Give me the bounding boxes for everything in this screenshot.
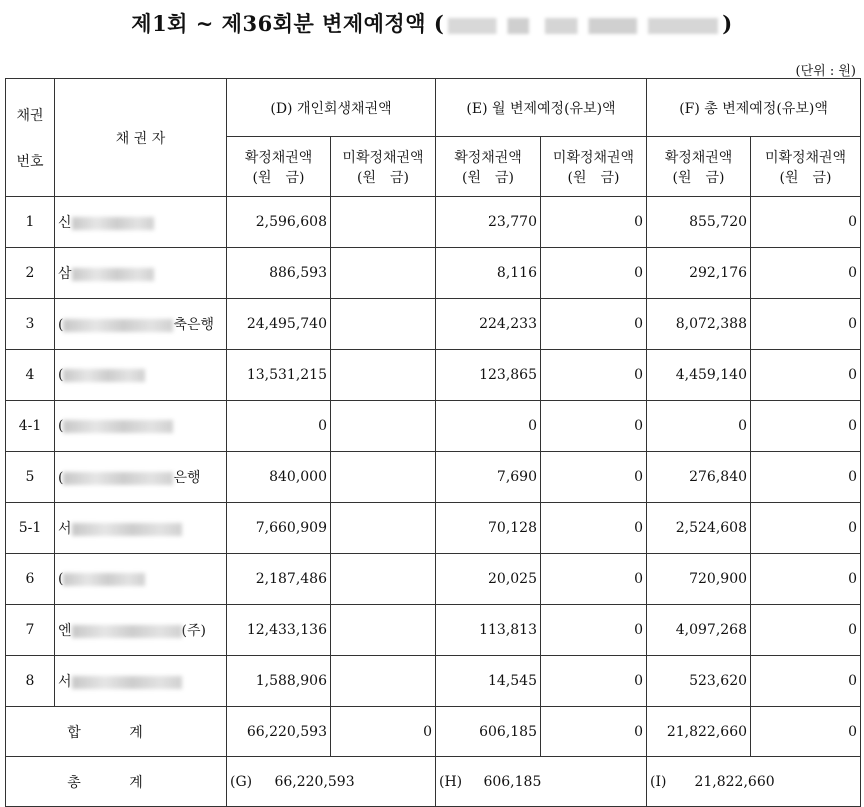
d-confirmed: 2,596,608 bbox=[227, 197, 331, 248]
d-unconfirmed bbox=[331, 197, 436, 248]
creditor-no: 5-1 bbox=[6, 503, 55, 554]
unit-note: (단위 : 원) bbox=[795, 64, 856, 79]
document-title bbox=[0, 8, 864, 38]
header-d: (D) 개인회생채권액 bbox=[227, 79, 436, 137]
total-i-tag: (I) bbox=[650, 773, 667, 790]
creditor-no: 3 bbox=[6, 299, 55, 350]
e-unconfirmed: 0 bbox=[541, 656, 647, 707]
redacted-name bbox=[72, 217, 154, 230]
e-unconfirmed: 0 bbox=[541, 350, 647, 401]
d-confirmed: 13,531,215 bbox=[227, 350, 331, 401]
e-unconfirmed: 0 bbox=[541, 248, 647, 299]
f-unconfirmed: 0 bbox=[751, 197, 861, 248]
f-unconfirmed: 0 bbox=[751, 656, 861, 707]
f-confirmed: 4,097,268 bbox=[647, 605, 751, 656]
e-unconfirmed: 0 bbox=[541, 503, 647, 554]
d-confirmed: 840,000 bbox=[227, 452, 331, 503]
d-confirmed: 1,588,906 bbox=[227, 656, 331, 707]
table-row bbox=[6, 299, 861, 350]
table-row bbox=[6, 401, 861, 452]
table-row bbox=[6, 197, 861, 248]
creditor-name bbox=[55, 452, 227, 503]
table-row bbox=[6, 248, 861, 299]
e-confirmed: 70,128 bbox=[436, 503, 541, 554]
creditor-name-visible: ( bbox=[58, 317, 64, 333]
d-confirmed: 24,495,740 bbox=[227, 299, 331, 350]
d-unconfirmed bbox=[331, 554, 436, 605]
header-e-unconfirmed: 미확정채권액 (원 금) bbox=[541, 137, 647, 197]
redacted-name bbox=[63, 420, 173, 433]
total-i bbox=[647, 757, 861, 807]
header-e-confirmed: 확정채권액 (원 금) bbox=[436, 137, 541, 197]
d-unconfirmed bbox=[331, 452, 436, 503]
total-h-tag: (H) bbox=[439, 773, 463, 790]
f-confirmed: 8,072,388 bbox=[647, 299, 751, 350]
creditor-name-visible: 서 bbox=[58, 674, 72, 690]
creditor-no: 4 bbox=[6, 350, 55, 401]
creditor-name-visible: ( bbox=[58, 418, 64, 434]
total-i-value: 21,822,660 bbox=[694, 773, 775, 790]
d-unconfirmed bbox=[331, 401, 436, 452]
table-row bbox=[6, 656, 861, 707]
d-confirmed: 0 bbox=[227, 401, 331, 452]
f-confirmed: 292,176 bbox=[647, 248, 751, 299]
creditor-name-suffix: (주) bbox=[181, 623, 206, 639]
creditor-name bbox=[55, 554, 227, 605]
f-confirmed: 0 bbox=[647, 401, 751, 452]
d-confirmed: 12,433,136 bbox=[227, 605, 331, 656]
total-g-tag: (G) bbox=[230, 773, 253, 790]
f-confirmed: 276,840 bbox=[647, 452, 751, 503]
sum-f-unconfirmed: 0 bbox=[751, 707, 861, 757]
header-d-confirmed: 확정채권액 (원 금) bbox=[227, 137, 331, 197]
creditor-name-visible: ( bbox=[58, 571, 64, 587]
redacted-name bbox=[72, 676, 182, 689]
creditor-name bbox=[55, 605, 227, 656]
table-row bbox=[6, 452, 861, 503]
sum-label: 합 계 bbox=[6, 707, 227, 757]
d-unconfirmed bbox=[331, 350, 436, 401]
header-creditor: 채 권 자 bbox=[55, 79, 227, 197]
f-confirmed: 855,720 bbox=[647, 197, 751, 248]
e-confirmed: 7,690 bbox=[436, 452, 541, 503]
header-d-unconfirmed: 미확정채권액 (원 금) bbox=[331, 137, 436, 197]
d-unconfirmed bbox=[331, 656, 436, 707]
f-unconfirmed: 0 bbox=[751, 350, 861, 401]
sum-row bbox=[6, 707, 861, 757]
e-confirmed: 0 bbox=[436, 401, 541, 452]
creditor-no: 6 bbox=[6, 554, 55, 605]
creditor-no: 4-1 bbox=[6, 401, 55, 452]
creditor-name-visible: 서 bbox=[58, 521, 72, 537]
creditor-name-visible: 삼 bbox=[58, 266, 72, 282]
d-confirmed: 2,187,486 bbox=[227, 554, 331, 605]
total-g-value: 66,220,593 bbox=[274, 773, 355, 790]
e-confirmed: 23,770 bbox=[436, 197, 541, 248]
table-row bbox=[6, 554, 861, 605]
total-h-value: 606,185 bbox=[483, 773, 542, 790]
total-h bbox=[436, 757, 647, 807]
sum-f-confirmed: 21,822,660 bbox=[647, 707, 751, 757]
f-unconfirmed: 0 bbox=[751, 605, 861, 656]
creditor-name bbox=[55, 401, 227, 452]
e-confirmed: 224,233 bbox=[436, 299, 541, 350]
redacted-name bbox=[63, 573, 145, 586]
e-confirmed: 14,545 bbox=[436, 656, 541, 707]
e-confirmed: 20,025 bbox=[436, 554, 541, 605]
d-unconfirmed bbox=[331, 605, 436, 656]
redacted-name bbox=[63, 369, 145, 382]
creditor-name-suffix: 은행 bbox=[173, 470, 201, 486]
header-f-confirmed: 확정채권액 (원 금) bbox=[647, 137, 751, 197]
creditor-name-visible: 엔 bbox=[58, 623, 72, 639]
f-unconfirmed: 0 bbox=[751, 248, 861, 299]
sum-e-confirmed: 606,185 bbox=[436, 707, 541, 757]
creditor-name bbox=[55, 248, 227, 299]
e-unconfirmed: 0 bbox=[541, 299, 647, 350]
total-row bbox=[6, 757, 861, 807]
creditor-name-visible: ( bbox=[58, 470, 64, 486]
creditor-no: 2 bbox=[6, 248, 55, 299]
e-confirmed: 123,865 bbox=[436, 350, 541, 401]
title-prefix: 제1회 ~ 제36회분 변제예정액 ( bbox=[131, 11, 445, 36]
f-unconfirmed: 0 bbox=[751, 554, 861, 605]
redacted-name bbox=[72, 625, 182, 638]
creditor-name-visible: 신 bbox=[58, 215, 72, 231]
f-confirmed: 720,900 bbox=[647, 554, 751, 605]
creditor-name bbox=[55, 503, 227, 554]
total-g bbox=[227, 757, 436, 807]
f-unconfirmed: 0 bbox=[751, 299, 861, 350]
e-unconfirmed: 0 bbox=[541, 197, 647, 248]
header-e: (E) 월 변제예정(유보)액 bbox=[436, 79, 647, 137]
creditor-no: 1 bbox=[6, 197, 55, 248]
total-label: 총 계 bbox=[6, 757, 227, 807]
creditor-no: 5 bbox=[6, 452, 55, 503]
header-creditor-no: 채권 번호 bbox=[6, 79, 55, 197]
e-unconfirmed: 0 bbox=[541, 452, 647, 503]
table-row bbox=[6, 350, 861, 401]
f-unconfirmed: 0 bbox=[751, 503, 861, 554]
sum-e-unconfirmed: 0 bbox=[541, 707, 647, 757]
table-row bbox=[6, 605, 861, 656]
e-unconfirmed: 0 bbox=[541, 401, 647, 452]
f-confirmed: 4,459,140 bbox=[647, 350, 751, 401]
d-confirmed: 886,593 bbox=[227, 248, 331, 299]
redacted-name bbox=[63, 472, 173, 485]
e-unconfirmed: 0 bbox=[541, 554, 647, 605]
creditor-name bbox=[55, 197, 227, 248]
redacted-case-number bbox=[448, 18, 718, 34]
table-row bbox=[6, 503, 861, 554]
creditor-name-visible: ( bbox=[58, 367, 64, 383]
redacted-name bbox=[72, 268, 154, 281]
f-confirmed: 2,524,608 bbox=[647, 503, 751, 554]
redacted-name bbox=[72, 523, 182, 536]
header-f: (F) 총 변제예정(유보)액 bbox=[647, 79, 861, 137]
redacted-name bbox=[63, 319, 173, 332]
d-confirmed: 7,660,909 bbox=[227, 503, 331, 554]
f-unconfirmed: 0 bbox=[751, 401, 861, 452]
creditor-no: 8 bbox=[6, 656, 55, 707]
header-f-unconfirmed: 미확정채권액 (원 금) bbox=[751, 137, 861, 197]
f-unconfirmed: 0 bbox=[751, 452, 861, 503]
creditor-name bbox=[55, 656, 227, 707]
creditor-name bbox=[55, 299, 227, 350]
e-unconfirmed: 0 bbox=[541, 605, 647, 656]
f-confirmed: 523,620 bbox=[647, 656, 751, 707]
d-unconfirmed bbox=[331, 248, 436, 299]
creditor-name-suffix: 축은행 bbox=[173, 317, 215, 333]
d-unconfirmed bbox=[331, 503, 436, 554]
creditor-name bbox=[55, 350, 227, 401]
sum-d-unconfirmed: 0 bbox=[331, 707, 436, 757]
e-confirmed: 8,116 bbox=[436, 248, 541, 299]
d-unconfirmed bbox=[331, 299, 436, 350]
creditor-no: 7 bbox=[6, 605, 55, 656]
title-suffix: ) bbox=[722, 11, 733, 36]
repayment-table bbox=[5, 78, 861, 807]
e-confirmed: 113,813 bbox=[436, 605, 541, 656]
sum-d-confirmed: 66,220,593 bbox=[227, 707, 331, 757]
